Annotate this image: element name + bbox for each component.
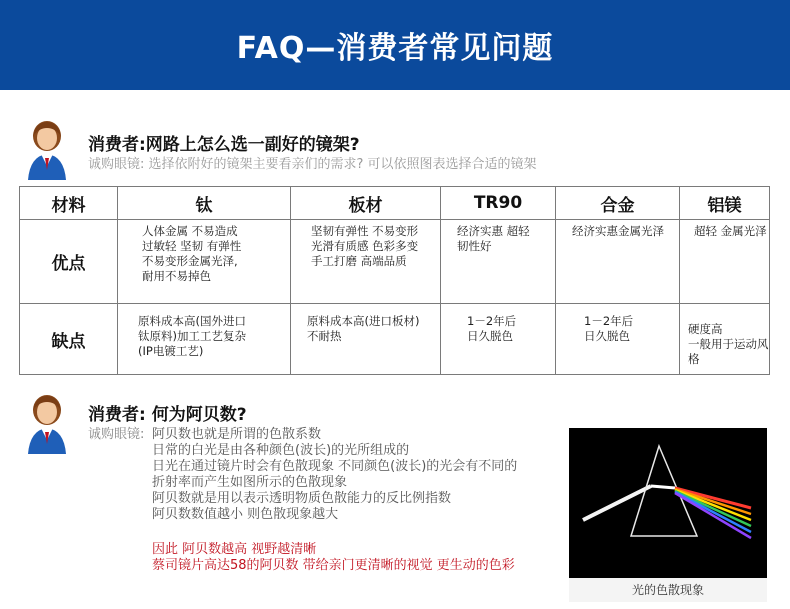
table-cell: 1－2年后 日久脱色: [441, 304, 556, 375]
table-cell: 人体金属 不易造成 过敏轻 坚韧 有弹性 不易变形金属光泽, 耐用不易掉色: [118, 220, 291, 304]
table-cell: 经济实惠金属光泽: [556, 220, 680, 304]
answer-line: 折射率而产生如图所示的色散现象: [152, 475, 348, 490]
table-cell: 原料成本高(国外进口 钛原料)加工工艺复杂 (IP电镀工艺): [118, 304, 291, 375]
table-header-row: [20, 187, 770, 220]
table-cell: 经济实惠 超轻 韧性好: [441, 220, 556, 304]
answer-line: 阿贝数数值越小 则色散现象越大: [152, 507, 339, 522]
prism-dispersion-image: [569, 428, 767, 578]
answer-label: 诚购眼镜:: [88, 427, 145, 442]
table-header: 材料: [20, 187, 118, 220]
row-label-cons: 缺点: [20, 304, 118, 375]
answer-line: 阿贝数就是用以表示透明物质色散能力的反比例指数: [152, 491, 452, 506]
highlight-line: 蔡司镜片高达58的阿贝数 带给亲门更清晰的视觉 更生动的色彩: [152, 558, 515, 573]
table-header: 合金: [556, 187, 680, 220]
answer-line: 日常的白光是由各种颜色(波长)的光所组成的: [152, 443, 410, 458]
highlight-line: 因此 阿贝数越高 视野越清晰: [152, 542, 317, 557]
page-title: FAQ—消费者常见问题: [236, 31, 554, 66]
answer-line: 阿贝数也就是所谓的色散系数: [152, 427, 322, 442]
page-header: [0, 0, 790, 90]
customer-service-avatar-icon: [22, 392, 72, 454]
table-cell: 硬度高 一般用于运动风格: [680, 304, 770, 375]
table-header: 钛: [118, 187, 291, 220]
question-2-title: 消费者: 何为阿贝数?: [88, 405, 247, 425]
question-1-answer: 诚购眼镜: 选择依附好的镜架主要看亲们的需求? 可以依照图表选择合适的镜架: [88, 157, 537, 172]
frame-material-comparison-table: [19, 186, 770, 375]
table-row: [20, 304, 770, 375]
answer-line: 日光在通过镜片时会有色散现象 不同颜色(波长)的光会有不同的: [152, 459, 518, 474]
table-row: [20, 220, 770, 304]
question-1-title: 消费者:网路上怎么选一副好的镜架?: [88, 135, 360, 155]
table-header: TR90: [441, 187, 556, 220]
table-cell: 原料成本高(进口板材) 不耐热: [291, 304, 441, 375]
table-header: 铝镁: [680, 187, 770, 220]
customer-service-avatar-icon: [22, 118, 72, 180]
table-cell: 超轻 金属光泽: [680, 220, 770, 304]
table-header: 板材: [291, 187, 441, 220]
table-cell: 1－2年后 日久脱色: [556, 304, 680, 375]
table-cell: 坚韧有弹性 不易变形 光滑有质感 色彩多变 手工打磨 高端品质: [291, 220, 441, 304]
row-label-pros: 优点: [20, 220, 118, 304]
prism-image-caption: 光的色散现象: [569, 578, 767, 602]
